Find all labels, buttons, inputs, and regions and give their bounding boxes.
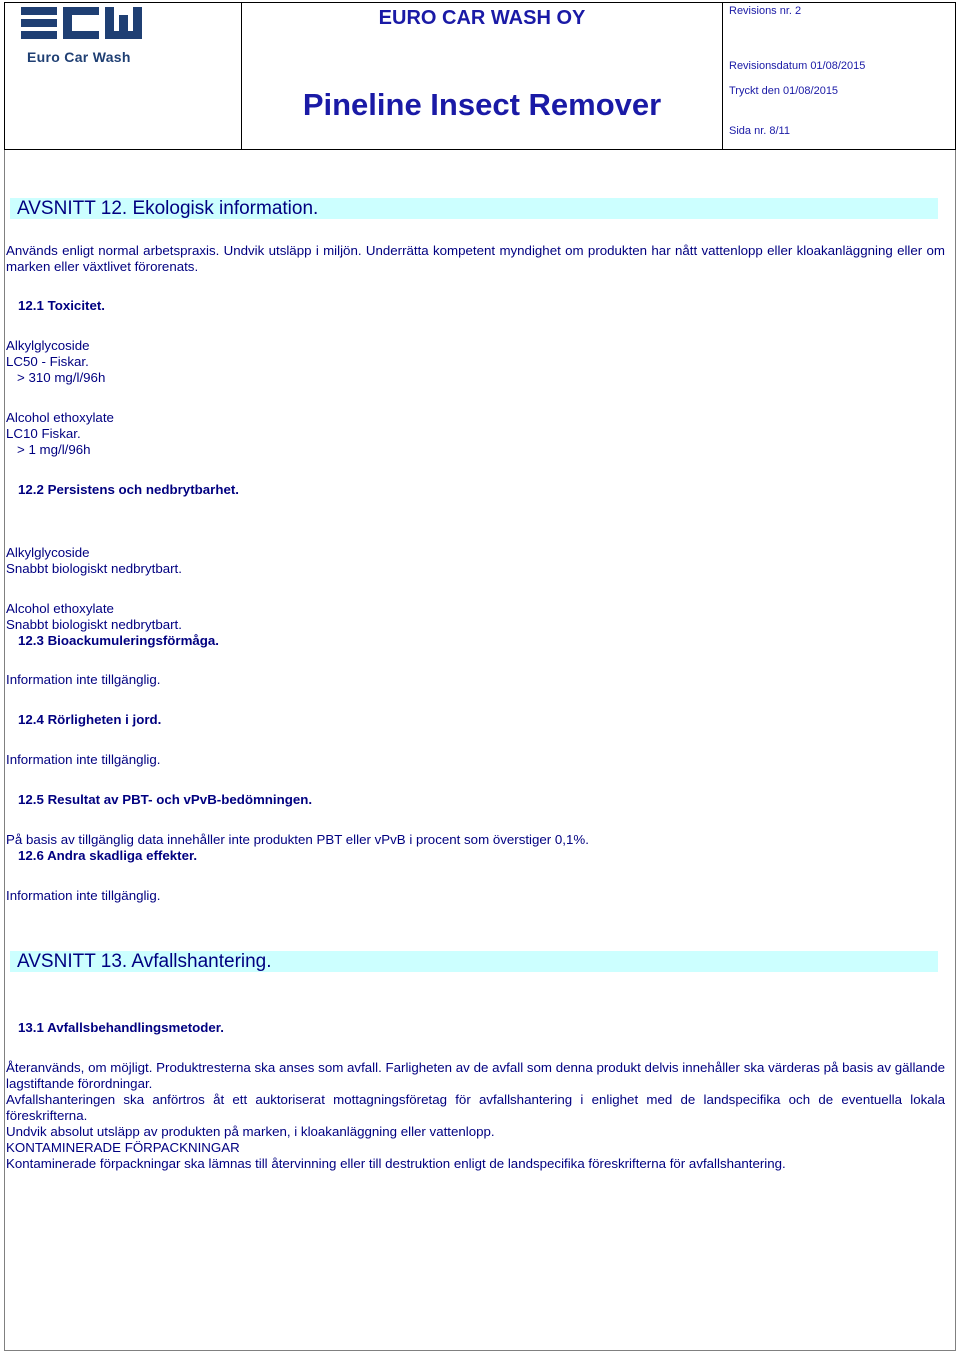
section-12-title: AVSNITT 12. Ekologisk information. (17, 198, 319, 219)
subsection-12-1-title: 12.1 Toxicitet. (18, 298, 105, 313)
tox-substance-1: Alkylglycoside (6, 338, 90, 353)
subsection-12-4-text: Information inte tillgänglig. (6, 752, 161, 767)
company-name: EURO CAR WASH OY (378, 7, 586, 29)
logo-wordmark: Euro Car Wash (27, 49, 131, 65)
subsection-12-2-title: 12.2 Persistens och nedbrytbarhet. (18, 482, 239, 497)
persistence-value-1: Snabbt biologiskt nedbrytbart. (6, 561, 182, 576)
section-13-paragraph-1: Återanvänds, om möjligt. Produktresterna ska anses som avfall. Farligheten av de avfall som denna produkt delvis innehåller ska värderas på basis av gällande lagstiftande förordningar. (6, 1060, 945, 1091)
title-cell (242, 3, 723, 149)
print-date: Tryckt den 01/08/2015 (729, 85, 839, 97)
subsection-13-1-title: 13.1 Avfallsbehandlingsmetoder. (18, 1020, 224, 1035)
tox-value-2: > 1 mg/l/96h (17, 442, 91, 457)
subsection-12-4-title: 12.4 Rörligheten i jord. (18, 712, 162, 727)
subsection-12-3-title: 12.3 Bioackumuleringsförmåga. (18, 633, 219, 648)
subsection-12-5-text: På basis av tillgänglig data innehåller inte produkten PBT eller vPvB i procent som överstiger 0,1%. (6, 832, 589, 847)
subsection-12-6-title: 12.6 Andra skadliga effekter. (18, 848, 198, 863)
persistence-value-2: Snabbt biologiskt nedbrytbart. (6, 617, 182, 632)
tox-test-2: LC10 Fiskar. (6, 426, 81, 441)
subsection-12-6-text: Information inte tillgänglig. (6, 888, 161, 903)
tox-test-1: LC50 - Fiskar. (6, 354, 89, 369)
revision-cell (723, 3, 955, 149)
section-13-paragraph-3: Undvik absolut utsläpp av produkten på marken, i kloakanläggning eller vattenlopp. (6, 1124, 495, 1139)
product-name: Pineline Insect Remover (302, 87, 662, 122)
section-13-paragraph-4: KONTAMINERADE FÖRPACKNINGAR (6, 1140, 240, 1155)
revision-number: Revisions nr. 2 (729, 5, 802, 17)
logo-cell (5, 3, 242, 149)
page-number: Sida nr. 8/11 (729, 125, 790, 137)
persistence-substance-1: Alkylglycoside (6, 545, 90, 560)
section-13-paragraph-2: Avfallshanteringen ska anförtros åt ett auktoriserat mottagningsföretag för avfallshantering i enlighet med de landspecifika och de eventuella lokala föreskrifterna. (6, 1092, 945, 1123)
section-12-intro: Används enligt normal arbetspraxis. Undvik utsläpp i miljön. Underrätta kompetent myndighet om produkten har nått vattenlopp eller kloakanläggning eller om marken eller växtlivet förorenats. (6, 243, 945, 274)
revision-date: Revisionsdatum 01/08/2015 (729, 60, 866, 72)
subsection-12-3-text: Information inte tillgänglig. (6, 672, 161, 687)
document-header (4, 2, 956, 150)
tox-value-1: > 310 mg/l/96h (17, 370, 106, 385)
section-13-paragraph-5: Kontaminerade förpackningar ska lämnas till återvinning eller till destruktion enligt de landspecifika föreskrifterna för avfallshantering. (6, 1156, 786, 1171)
company-logo (19, 7, 149, 51)
persistence-substance-2: Alcohol ethoxylate (6, 601, 114, 616)
section-13-title: AVSNITT 13. Avfallshantering. (17, 951, 272, 972)
tox-substance-2: Alcohol ethoxylate (6, 410, 114, 425)
subsection-12-5-title: 12.5 Resultat av PBT- och vPvB-bedömningen. (18, 792, 313, 807)
